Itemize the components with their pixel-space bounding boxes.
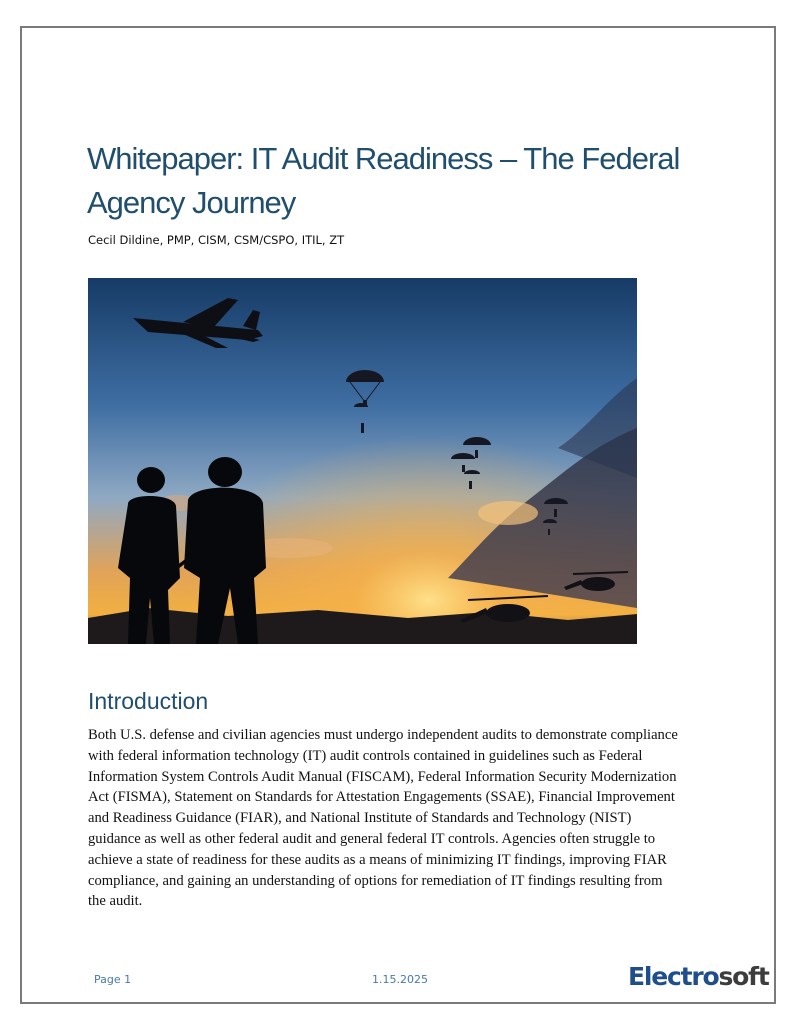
- introduction-paragraph: Both U.S. defense and civilian agencies must undergo independent audits to demonstrate compliance with federal information technology (IT) audit controls contained in guidelines such as Federal Information System Controls Audit Manual (FISCAM), Federal Information Security Modernization Act (FISMA), Statement on Standards for Attestation Engagements (SSAE), Financial Improvement and Readiness Guidance (FIAR), and National Institute of Standards and Technology (NIST) guidance as well as other federal audit and general federal IT controls. Agencies often struggle to achieve a state of readiness for these audits as a means of minimizing IT findings, improving FIAR compliance, and gaining an understanding of options for remediation of IT findings resulting from the audit.: [88, 727, 678, 910]
- footer-page-number: Page 1: [94, 973, 132, 986]
- document-title: Whitepaper: IT Audit Readiness – The Federal Agency Journey: [87, 141, 680, 220]
- author-line: Cecil Dildine, PMP, CISM, CSM/CSPO, ITIL, ZT: [88, 233, 345, 247]
- footer-date: 1.15.2025: [372, 973, 428, 986]
- electrosoft-logo: [628, 962, 769, 992]
- hero-image: [88, 278, 637, 644]
- military-silhouettes-sunset-image: [88, 278, 637, 644]
- logo-text-part1: Electro: [628, 962, 719, 991]
- section-heading-introduction: Introduction: [88, 688, 209, 714]
- logo-text-part2: soft: [718, 962, 769, 991]
